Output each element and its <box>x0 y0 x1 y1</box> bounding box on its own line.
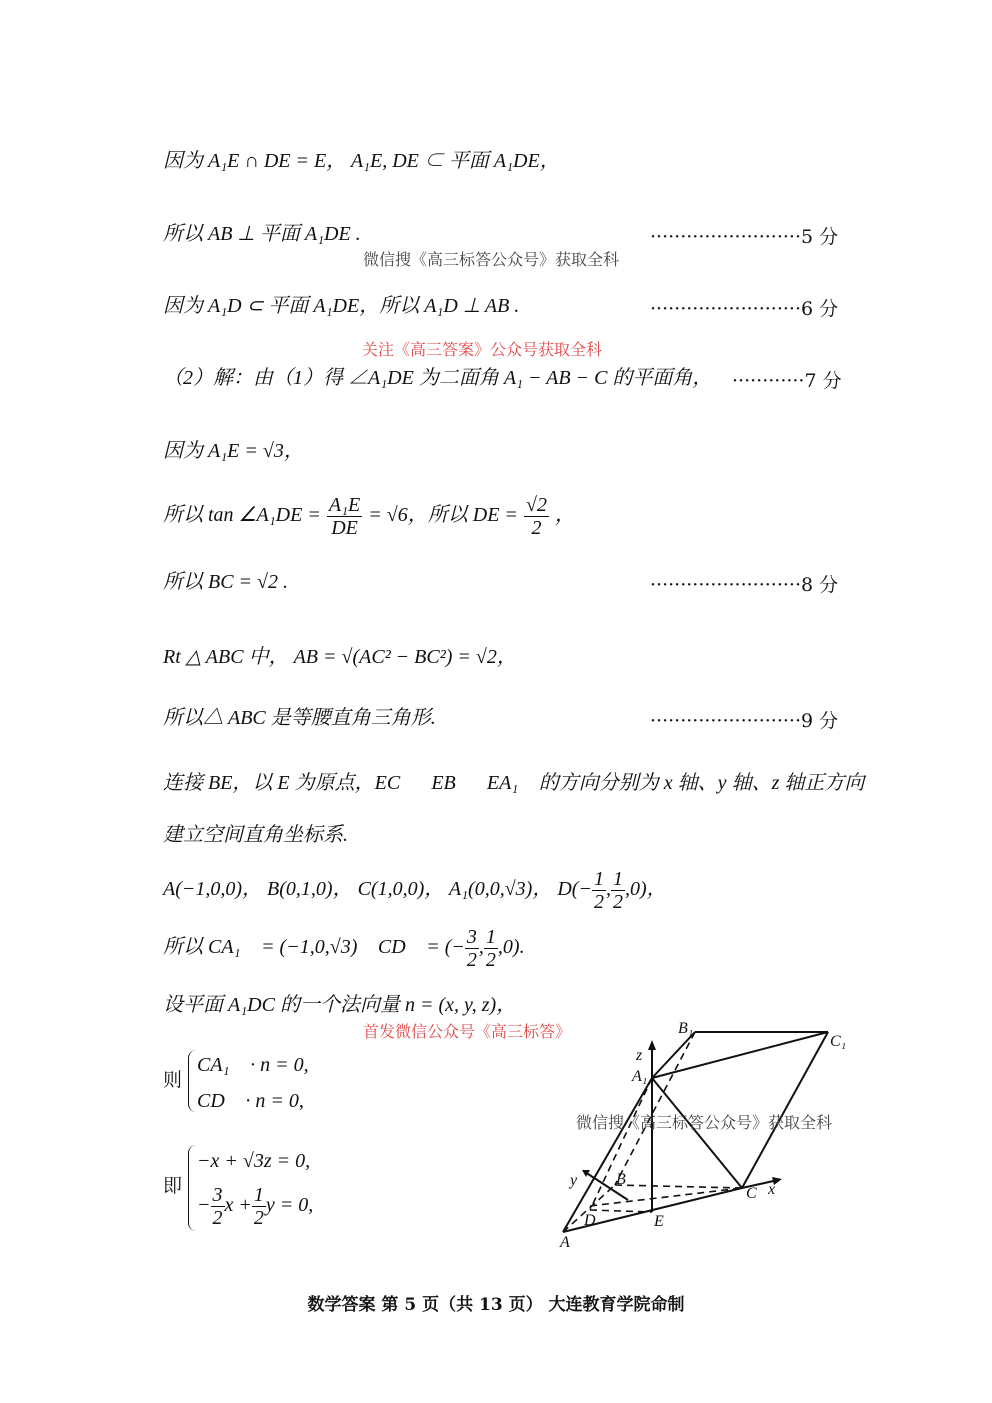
text: 建立空间直角坐标系. <box>163 824 348 846</box>
text: 连接 BE，以 E 为原点，EC⃗，EB⃗，EA₁⃗ 的方向分别为 x 轴、y 轴、z 轴正方向 <box>163 772 865 794</box>
score-9: ·························9 分 <box>650 710 839 732</box>
text: 因为 A₁E ∩ DE = E， A₁E, DE ⊂ 平面 A₁DE， <box>163 150 560 172</box>
label-d: D <box>584 1212 596 1229</box>
text: 设平面 A₁DC 的一个法向量 n = (x, y, z)， <box>163 994 517 1016</box>
numerator: 1 <box>253 1183 264 1206</box>
text: ,0)， <box>624 878 667 900</box>
score-8: ·························8 分 <box>650 574 839 596</box>
text: 所以 AB ⊥ 平面 A₁DE . <box>163 223 361 245</box>
text: 因为 A₁E = √3， <box>163 440 304 462</box>
text: 所以 CA₁⃗ = (−1,0,√3)， CD⃗ = (− <box>163 936 465 958</box>
edge-b1b <box>615 1032 695 1185</box>
label-b: B <box>616 1171 626 1188</box>
edge-a1a <box>563 1078 652 1232</box>
label-b1: B₁ <box>678 1020 694 1037</box>
label-c: C <box>746 1185 757 1202</box>
text: A(−1,0,0)， B(0,1,0)， C(1,0,0)， A₁(0,0,√3)， D(− <box>163 878 592 900</box>
label-ji: 即 <box>163 1175 183 1197</box>
watermark: 关注《高三答案》公众号获取全科 <box>362 340 603 359</box>
text: − <box>197 1194 211 1216</box>
label-x: x <box>768 1181 776 1198</box>
numerator: 1 <box>612 867 623 890</box>
score-6: ·························6 分 <box>650 298 839 320</box>
numerator: 3 <box>466 925 477 948</box>
edge-a1d <box>590 1078 652 1210</box>
denominator: DE <box>331 516 358 539</box>
text: y = 0, <box>265 1194 314 1216</box>
denominator: 2 <box>212 1206 223 1229</box>
watermark: 微信搜《高三标答公众号》获取全科 <box>363 250 620 269</box>
label-a1: A₁ <box>632 1068 648 1085</box>
text: （2）解：由（1）得 ∠A₁DE 为二面角 A₁ − AB − C 的平面角， <box>163 367 713 389</box>
score-7: ············7 分 <box>732 370 842 392</box>
denominator: 2 <box>485 948 496 971</box>
text: ， <box>555 504 576 526</box>
label-a: A <box>560 1234 570 1251</box>
label-y: y <box>570 1172 578 1189</box>
numerator: 1 <box>593 867 604 890</box>
label-ze: 则 <box>163 1069 183 1091</box>
denominator: 2 <box>531 516 542 539</box>
text: , <box>605 878 611 900</box>
text: CA₁⃗ · n = 0, <box>197 1054 309 1076</box>
edge-c1c <box>742 1032 828 1188</box>
numerator: 1 <box>485 925 496 948</box>
text: , <box>478 936 484 958</box>
label-e: E <box>654 1213 664 1230</box>
text: 所以 tan ∠A₁DE = <box>163 504 321 526</box>
text: ,0). <box>497 936 525 958</box>
text: −x + √3z = 0, <box>197 1150 311 1172</box>
edge-bc <box>615 1185 742 1188</box>
watermark: 首发微信公众号《高三标答》 <box>363 1022 572 1041</box>
score-5: ·························5 分 <box>650 226 839 248</box>
edge-a1c <box>652 1078 742 1188</box>
watermark: 微信搜《高三标答公众号》获取全科 <box>576 1113 833 1132</box>
denominator: 2 <box>593 890 604 913</box>
z-arrow-icon <box>648 1040 656 1050</box>
denominator: 2 <box>466 948 477 971</box>
numerator: 3 <box>212 1183 223 1206</box>
numerator: √2 <box>525 493 547 516</box>
text: 所以△ ABC 是等腰直角三角形. <box>163 707 436 729</box>
text: = √6，所以 DE = <box>368 504 518 526</box>
edge-de <box>590 1210 652 1212</box>
label-c1: C₁ <box>830 1033 847 1050</box>
denominator: 2 <box>612 890 623 913</box>
label-z: z <box>636 1047 643 1064</box>
text: x + <box>224 1194 252 1216</box>
numerator: A₁E <box>328 493 361 516</box>
edge-a1b1 <box>652 1032 695 1078</box>
page-footer: 数学答案 第 5 页（共 13 页） 大连教育学院命制 <box>307 1295 685 1315</box>
text: Rt △ ABC 中， AB = √(AC² − BC²) = √2， <box>163 646 517 668</box>
edge-a1c1 <box>652 1032 828 1078</box>
text: 所以 BC = √2 . <box>163 571 289 593</box>
text: 因为 A₁D ⊂ 平面 A₁DE，所以 A₁D ⊥ AB . <box>163 295 520 317</box>
denominator: 2 <box>253 1206 264 1229</box>
text: CD⃗ · n = 0, <box>197 1090 304 1112</box>
